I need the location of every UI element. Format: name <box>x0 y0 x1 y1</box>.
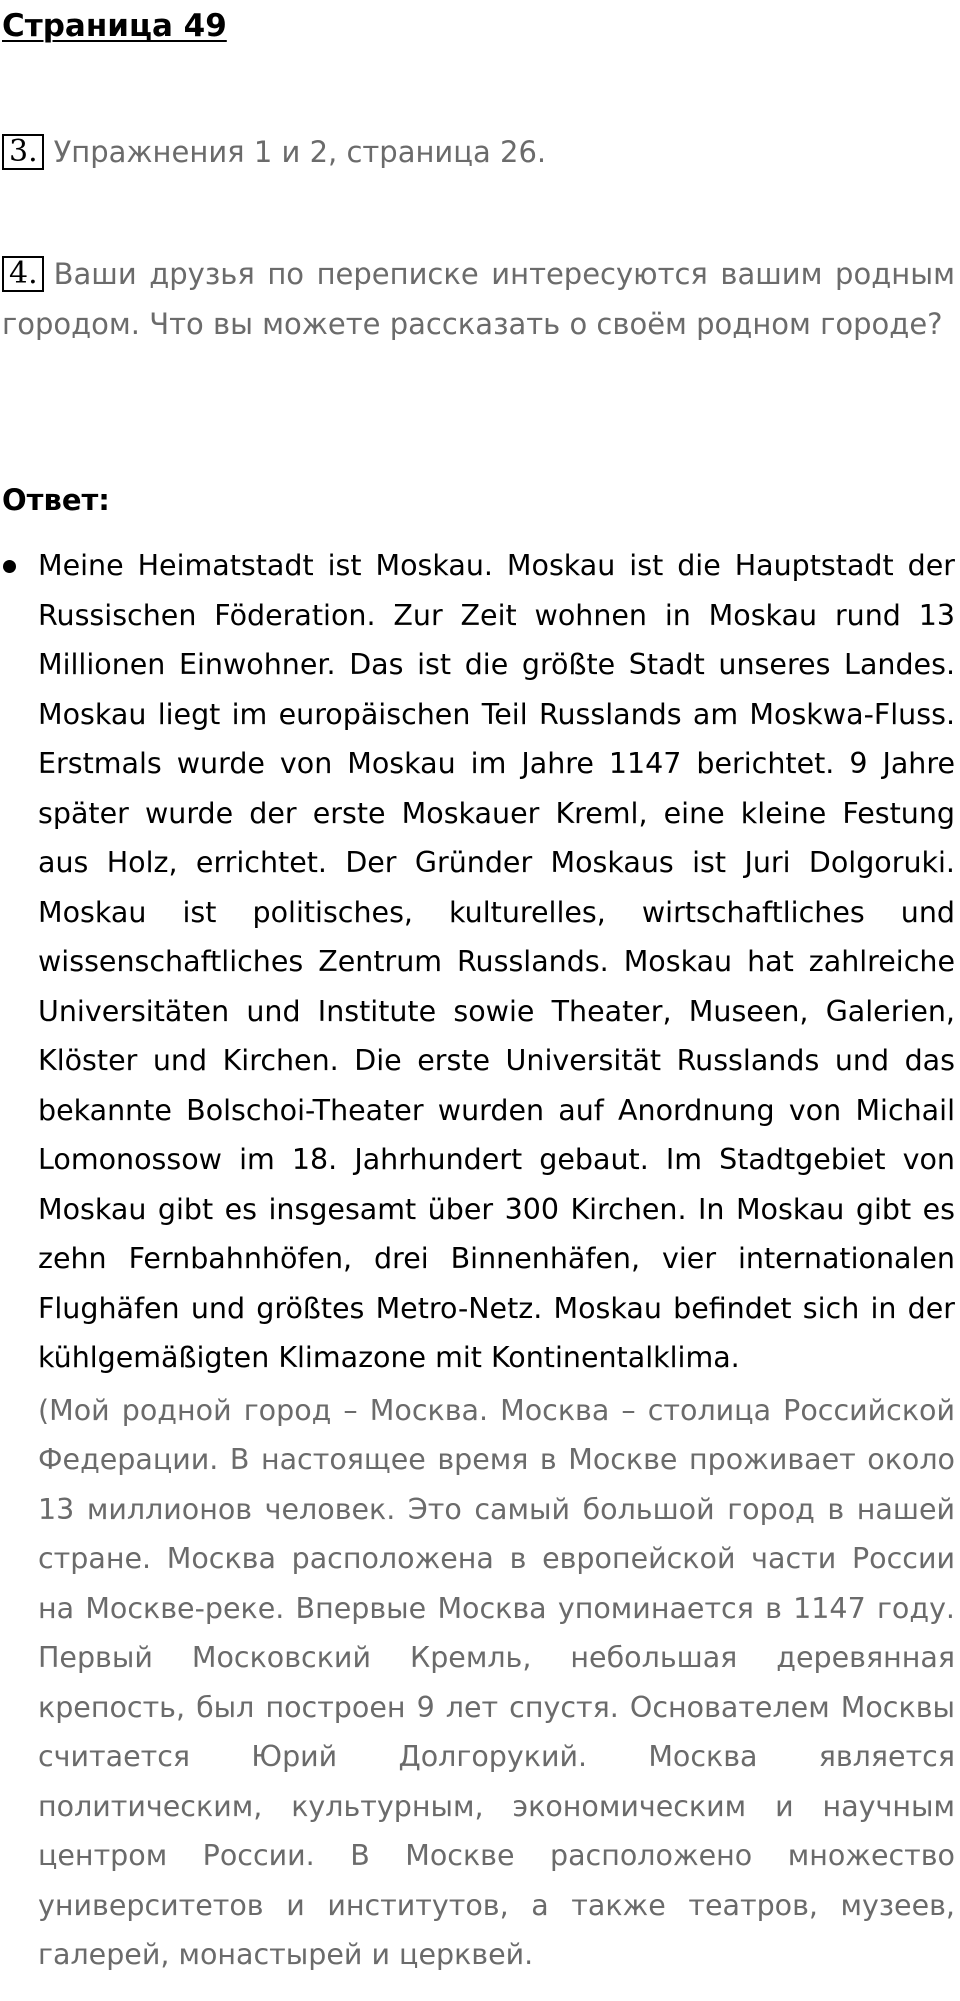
task-4 <box>2 250 955 349</box>
task-number-4: 4. <box>2 256 44 292</box>
task-3 <box>2 128 955 178</box>
answer-russian-translation: (Мой родной город – Москва. Москва – столица Российской Федерации. В настоящее время в Москве проживает около 13 миллионов человек. Это самый большой город в нашей стране. Москва расположена в европейской части России на Москве-реке. Впервые Москва упоминается в 1147 году. Первый Московский Кремль, небольшая деревянная крепость, был построен 9 лет спустя. Основателем Москвы считается Юрий Долгорукий. Москва является политическим, культурным, экономическим и научным центром России. В Москве расположено множество университетов и институтов, а также театров, музеев, галерей, монастырей и церквей. <box>38 1393 955 1971</box>
bullet-icon <box>3 560 16 573</box>
answer-german-text: Meine Heimatstadt ist Moskau. Moskau ist die Hauptstadt der Russischen Föderation. Zur Zeit wohnen in Moskau rund 13 Millionen Einwohner. Das ist die größte Stadt unseres Landes. Moskau liegt im europäischen Teil Russlands am Moskwa-Fluss. Erstmals wurde von Moskau im Jahre 1147 berichtet. 9 Jahre später wurde der erste Moskauer Kreml, eine kleine Festung aus Holz, errichtet. Der Gründer Moskaus ist Juri Dolgoruki. Moskau ist politisches, kulturelles, wirtschaftliches und wissenschaftliches Zentrum Russlands. Moskau hat zahlreiche Universitäten und Institute sowie Theater, Museen, Galerien, Klöster und Kirchen. Die erste Universität Russlands und das bekannte Bolschoi-Theater wurden auf Anordnung von Michail Lomonossow im 18. Jahrhundert gebaut. Im Stadtgebiet von Moskau gibt es insgesamt über 300 Kirchen. In Moskau gibt es zehn Fernbahnhöfen, drei Binnenhäfen, vier internationalen Flughäfen und größtes Metro-Netz. Moskau befindet sich in der kühlgemäßigten Klimazone mit Kontinentalklima. <box>38 549 955 1374</box>
task-3-text: Упражнения 1 и 2, страница 26. <box>53 135 547 169</box>
task-number-3: 3. <box>2 134 44 170</box>
list-item <box>0 541 955 1980</box>
page-title: Страница 49 <box>2 8 227 44</box>
answer-list <box>0 541 960 1980</box>
answer-label: Ответ: <box>2 483 110 517</box>
task-4-text: Ваши друзья по переписке интересуются вашим родным городом. Что вы можете рассказать о своём родном городе? <box>2 257 955 341</box>
